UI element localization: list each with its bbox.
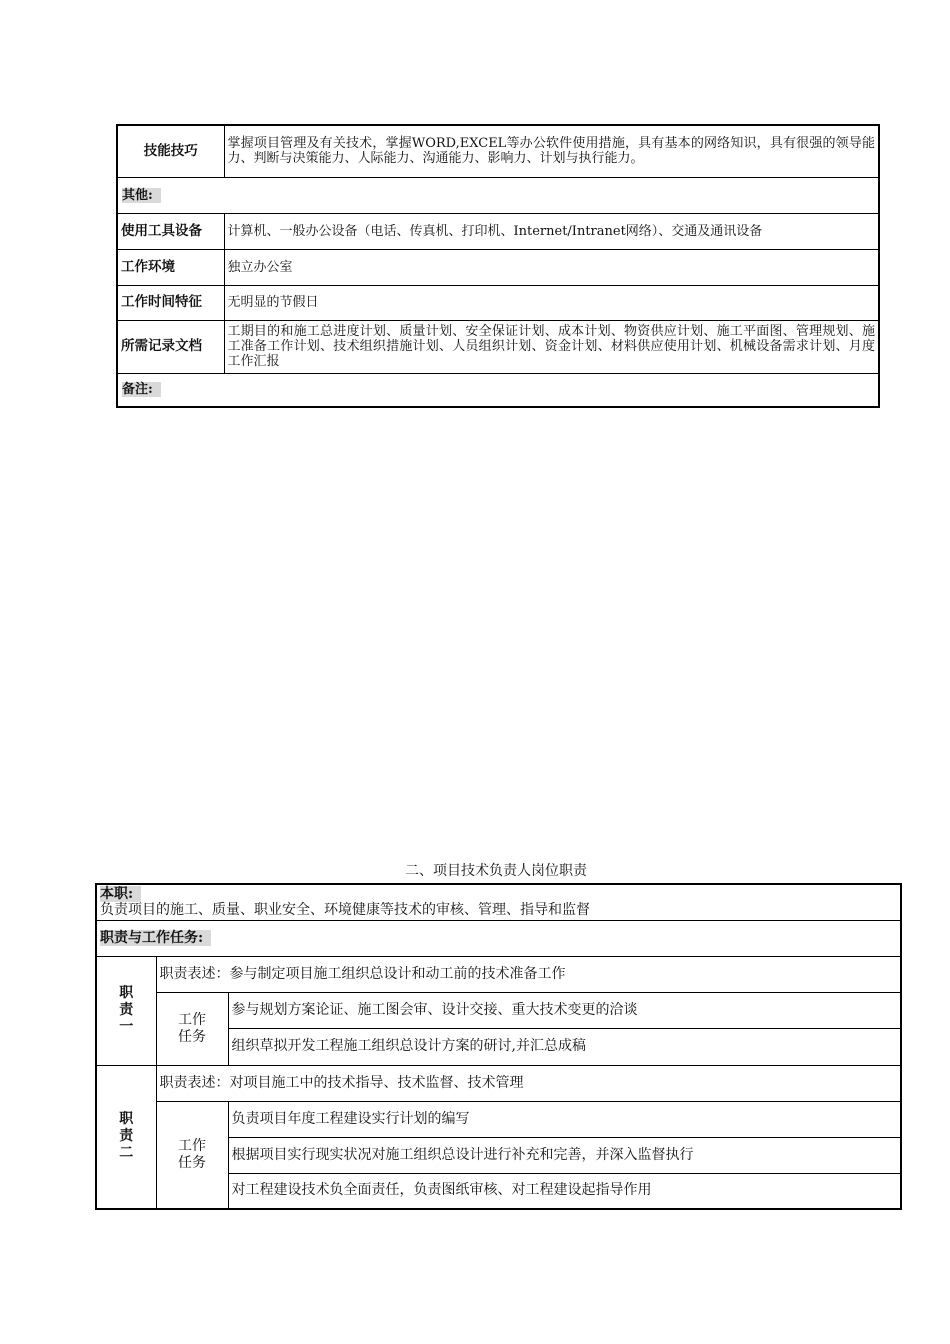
row-value-documents: 工期目的和施工总进度计划、质量计划、安全保证计划、成本计划、物资供应计划、施工平面图、管理规划、施工准备工作计划、技术组织措施计划、人员组织计划、资金计划、材料供应使用计划、机械设备需求计划、月度工作汇报 xyxy=(224,320,879,373)
table-row xyxy=(117,177,879,213)
duty-two-char: 职 xyxy=(119,1111,134,1128)
duty-one-task: 组织草拟开发工程施工组织总设计方案的研讨,并汇总成稿 xyxy=(228,1028,901,1065)
duty-two-task: 负责项目年度工程建设实行计划的编写 xyxy=(228,1101,901,1137)
duty-one-label xyxy=(96,956,156,1065)
duty-two-task: 根据项目实行现实状况对施工组织总设计进行补充和完善，并深入监督执行 xyxy=(228,1137,901,1173)
row-value-environment: 独立办公室 xyxy=(224,249,879,285)
tasks-header-cell xyxy=(96,920,901,956)
duty-one-char: 责 xyxy=(119,1002,134,1018)
duty-one-char: 一 xyxy=(119,1019,134,1035)
table-row xyxy=(96,992,901,1028)
table-row xyxy=(117,125,879,177)
table-row xyxy=(117,249,879,285)
row-remarks xyxy=(117,373,879,407)
row-value-work-time: 无明显的节假日 xyxy=(224,285,879,320)
row-label-documents: 所需记录文档 xyxy=(117,320,224,373)
table-row xyxy=(117,285,879,320)
task-label-line: 任务 xyxy=(178,1154,206,1171)
duty-one-char: 职 xyxy=(119,985,134,1001)
row-value-tools: 计算机、一般办公设备（电话、传真机、打印机、Internet/Intranet网络）、交通及通讯设备 xyxy=(224,213,879,249)
table-row xyxy=(96,920,901,956)
row-other xyxy=(117,177,879,213)
duty-two-statement: 职责表述：对项目施工中的技术指导、技术监督、技术管理 xyxy=(156,1065,901,1101)
table-row xyxy=(117,213,879,249)
duty-two-label xyxy=(96,1065,156,1209)
duty-two-task: 对工程建设技术负全面责任，负责图纸审核、对工程建设起指导作用 xyxy=(228,1173,901,1209)
row-label-skills: 技能技巧 xyxy=(117,125,224,177)
duty-one-statement: 职责表述：参与制定项目施工组织总设计和动工前的技术准备工作 xyxy=(156,956,901,992)
duty-two-char: 二 xyxy=(119,1145,134,1162)
duty-one-task-label xyxy=(156,992,228,1065)
table-row xyxy=(117,320,879,373)
main-duty-text: 负责项目的施工、质量、职业安全、环境健康等技术的审核、管理、指导和监督 xyxy=(100,902,590,919)
table-row xyxy=(96,884,901,920)
row-label-environment: 工作环境 xyxy=(117,249,224,285)
row-label-remarks: 备注: xyxy=(122,382,161,397)
table-row xyxy=(96,1101,901,1137)
job-requirements-table xyxy=(116,124,880,408)
tasks-header: 职责与工作任务: xyxy=(100,930,211,946)
duty-two-task-label xyxy=(156,1101,228,1209)
section-title: 二、项目技术负责人岗位职责 xyxy=(405,863,587,879)
main-duty-cell xyxy=(96,884,901,920)
row-label-work-time: 工作时间特征 xyxy=(117,285,224,320)
duties-table xyxy=(95,883,902,1210)
main-duty-label: 本职: xyxy=(100,886,141,902)
task-label-line: 工作 xyxy=(178,1011,206,1028)
row-value-skills: 掌握项目管理及有关技术，掌握WORD,EXCEL等办公软件使用措施，具有基本的网络知识，具有很强的领导能力、判断与决策能力、人际能力、沟通能力、影响力、计划与执行能力。 xyxy=(224,125,879,177)
row-label-tools: 使用工具设备 xyxy=(117,213,224,249)
duty-one-task: 参与规划方案论证、施工图会审、设计交接、重大技术变更的洽谈 xyxy=(228,992,901,1028)
duty-two-char: 责 xyxy=(119,1128,134,1145)
table-row xyxy=(96,956,901,992)
row-label-other: 其他: xyxy=(122,188,161,203)
table-row xyxy=(96,1065,901,1101)
task-label-line: 工作 xyxy=(178,1137,206,1154)
task-label-line: 任务 xyxy=(178,1028,206,1045)
table-row xyxy=(117,373,879,407)
